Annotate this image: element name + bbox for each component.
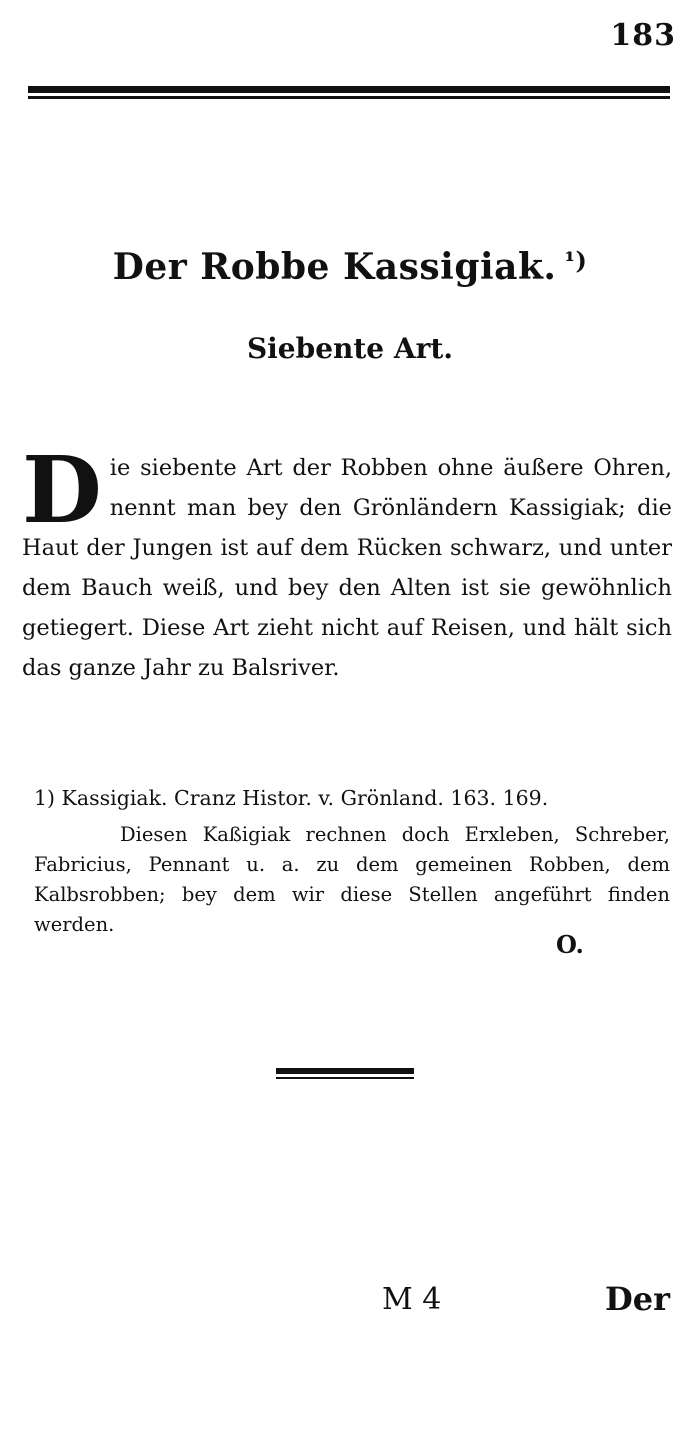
header-rule-thin xyxy=(28,96,670,99)
chapter-title xyxy=(0,246,700,288)
page-number: 183 xyxy=(610,18,676,53)
footer-rule xyxy=(276,1068,414,1082)
printer-signature-mark: M 4 xyxy=(382,1282,442,1317)
drop-cap: D xyxy=(22,436,102,544)
catchword: Der xyxy=(605,1280,670,1318)
body-paragraph-text: ie siebente Art der Robben ohne äußere Ohren, nennt man bey den Grönländern Kassigiak; die Haut der Jungen ist auf dem Rücken schwarz, und unter dem Bauch weiß, und bey den Alten ist sie gewöhnlich getiegert. Diese Art zieht nicht auf Reisen, und hält sich das ganze Jahr zu Balsriver. xyxy=(22,455,672,681)
title-footnote-mark: ¹) xyxy=(564,246,588,275)
chapter-title-text: Der Robbe Kassigiak. xyxy=(112,246,557,288)
footer-rule-thin xyxy=(276,1077,414,1079)
footnote-signature: O. xyxy=(556,930,584,959)
footnote-text xyxy=(34,820,670,940)
header-rule-thick xyxy=(28,86,670,93)
header-rule xyxy=(28,86,670,100)
footer-rule-thick xyxy=(276,1068,414,1074)
body-paragraph xyxy=(22,436,672,688)
footnote-heading: 1) Kassigiak. Cranz Histor. v. Grönland. 163. 169. xyxy=(34,786,549,810)
footnote-text-content: Diesen Kaßigiak rechnen doch Erxleben, Schreber, Fabricius, Pennant u. a. zu dem gemeinen Robben, dem Kalbsrobben; bey dem wir diese Stellen angeführt finden werden. xyxy=(34,823,670,936)
chapter-subtitle: Siebente Art. xyxy=(246,332,454,365)
